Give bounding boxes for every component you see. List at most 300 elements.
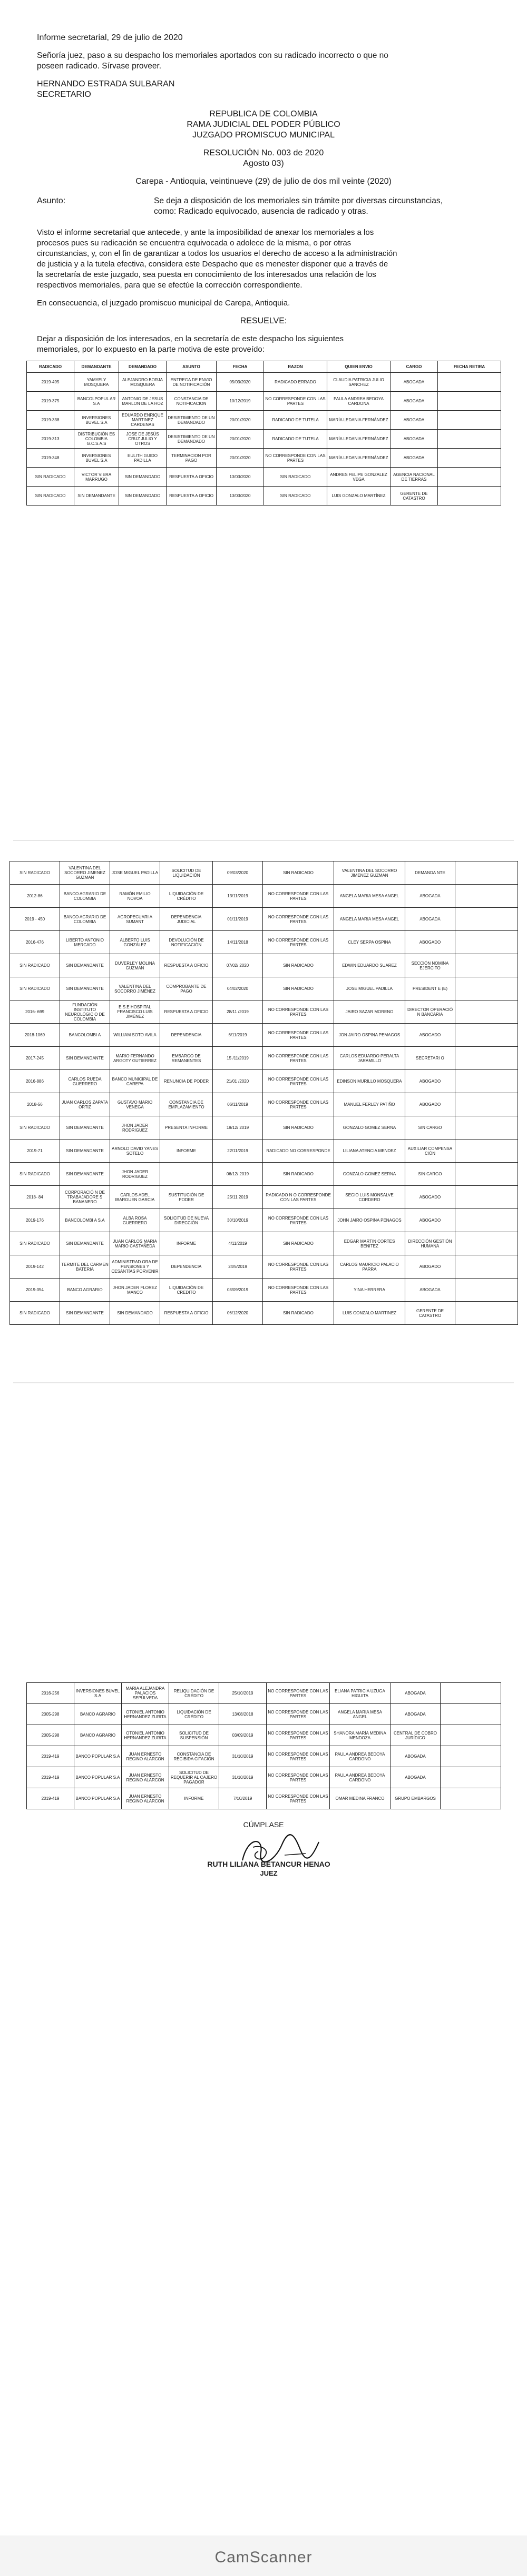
table-cell: CARLOS ADEL IBARGUEN GARCIA <box>110 1186 160 1209</box>
table-cell: ABOGADO <box>405 1024 455 1047</box>
table-cell: MARÍA LEDANIA FERNÁNDEZ <box>327 449 391 468</box>
table-cell: CARLOS MAURICIO PALACIO PARRA <box>334 1255 405 1279</box>
table-cell: ABOGADO <box>405 1209 455 1232</box>
table-cell: PAULA ANDREA BEDOYA CARDONO <box>330 1746 391 1767</box>
table-cell: SIN RADICADO <box>10 954 60 977</box>
table-cell <box>441 1704 501 1725</box>
table-cell: ABOGADO <box>405 1093 455 1116</box>
table-cell: NO CORRESPONDE CON LAS PARTES <box>267 1725 330 1746</box>
table-cell: 2019-495 <box>27 373 74 392</box>
table-cell: DUVERLEY MOLINA GUZMAN <box>110 954 160 977</box>
subject-line-2: como: Radicado equivocado, ausencia de radicado y otras. <box>154 207 368 216</box>
table-cell: ABOGADA <box>391 1704 441 1725</box>
table-cell: 30/10/2019 <box>213 1209 263 1232</box>
table-cell: 06/11/2019 <box>213 1093 263 1116</box>
table-cell: 2019-419 <box>27 1788 74 1809</box>
table-cell: SUSTITUCIÓN DE PODER <box>160 1186 213 1209</box>
table-cell: INVERSIONES BUVEL S.A <box>74 449 119 468</box>
table-cell: SIN DEMANDANTE <box>60 1116 110 1140</box>
table-cell: 2016-256 <box>27 1683 74 1704</box>
table-row <box>10 1000 518 1024</box>
resuelve-heading: RESUELVE: <box>240 316 287 325</box>
table-cell: BANCO AGRARIO <box>60 1279 110 1302</box>
secretarial-report-date: Informe secretarial, 29 de julio de 2020 <box>37 33 183 42</box>
table-cell: ELIANA PATRICIA UZUGA HIGUITA <box>330 1683 391 1704</box>
table-row <box>27 1725 501 1746</box>
table-cell: SIN RADICADO <box>263 1163 334 1186</box>
table-cell <box>455 861 518 885</box>
table-cell: 25/11 2019 <box>213 1186 263 1209</box>
table-cell: NO CORRESPONDE CON LAS PARTES <box>264 392 327 411</box>
table-cell: SIN DEMANDANTE <box>60 1232 110 1255</box>
table-cell: SIN DEMANDADO <box>110 1302 160 1325</box>
header-cargo: CARGO <box>391 361 438 373</box>
table-cell: CONSTANCIA DE EMPLAZAMIENTO <box>160 1093 213 1116</box>
table-cell <box>438 449 501 468</box>
table-cell: 20/01/2020 <box>217 430 264 449</box>
report-text-line-2: poseen radicado. Sírvase proveer. <box>37 62 162 71</box>
table-cell: DEPENDENCIA <box>160 1255 213 1279</box>
table-row <box>27 1746 501 1767</box>
table-cell: AGROPECUARI A SUMANT <box>110 908 160 931</box>
table-cell: LIQUIDACIÓN DE CREDITO <box>160 1279 213 1302</box>
table-row <box>10 1186 518 1209</box>
table-cell: WILLIAM SOTO AVILA <box>110 1024 160 1047</box>
table-cell: 2017-245 <box>10 1047 60 1070</box>
table-cell <box>455 977 518 1000</box>
table-cell: 05/03/2020 <box>217 373 264 392</box>
table-cell: BANCO AGRARIO DE COLOMBIA <box>60 885 110 908</box>
table-cell: 2016-886 <box>10 1070 60 1093</box>
table-cell <box>441 1746 501 1767</box>
table-cell: SIN RADICADO <box>263 1302 334 1325</box>
table-cell: GERENTE DE CATASTRO <box>391 487 438 506</box>
table-cell: RENUNCIA DE PODER <box>160 1070 213 1093</box>
table-cell: SOLICITUD DE LIQUIDACIÓN <box>160 861 213 885</box>
camscanner-brand: CamScanner <box>214 2549 313 2566</box>
table-cell: RAMÓN EMILIO NOVOA <box>110 885 160 908</box>
table-cell: GONZALO GOMEZ SERNA <box>334 1163 405 1186</box>
table-cell: DESISTIMIENTO DE UN DEMANDADO <box>167 430 217 449</box>
table-cell: 2005-298 <box>27 1725 74 1746</box>
table-row <box>10 908 518 931</box>
table-cell: RESPUESTA A OFICIO <box>160 1000 213 1024</box>
header-fecha: FECHA <box>217 361 264 373</box>
table-cell: RADICADO DE TUTELA <box>264 430 327 449</box>
table-cell <box>160 1163 213 1186</box>
table-cell: 2019-419 <box>27 1767 74 1788</box>
table-cell: LIQUIDACIÓN DE CRÉDITO <box>160 885 213 908</box>
table-cell: SIN RADICADO <box>263 1232 334 1255</box>
table-cell: 15 /11/2019 <box>213 1047 263 1070</box>
table-cell: 2012-86 <box>10 885 60 908</box>
table-cell: 2016-476 <box>10 931 60 954</box>
table-cell: SOLICITUD DE NUEVA DIRECCIÓN <box>160 1209 213 1232</box>
table-cell: 13/03/2020 <box>217 468 264 487</box>
table-cell: INFORME <box>169 1788 219 1809</box>
memorials-table-3 <box>26 1682 501 1809</box>
table-cell: OMAR MEDINA FRANCO <box>330 1788 391 1809</box>
table-cell: ABOGADA <box>391 411 438 430</box>
table-row <box>27 1788 501 1809</box>
table-cell: OTONIEL ANTONIO HERNANDEZ ZURITA <box>122 1704 169 1725</box>
table-cell: SECCIÓN NOMINA EJERCITO <box>405 954 455 977</box>
secretary-role: SECRETARIO <box>37 90 91 99</box>
table-cell: ABOGADA <box>391 392 438 411</box>
table-cell: RADICADO ERRADO <box>264 373 327 392</box>
table-cell <box>438 373 501 392</box>
table-cell: 31/10/2019 <box>219 1767 267 1788</box>
table-cell <box>438 430 501 449</box>
table-cell <box>441 1788 501 1809</box>
table-cell: JON JAIRO OSPINA PEMAGOS <box>334 1024 405 1047</box>
table-cell: 13/11/2019 <box>213 885 263 908</box>
table-cell: BANCOLOMBI A S.A <box>60 1209 110 1232</box>
table-cell <box>455 1209 518 1232</box>
table-cell: SIN DEMANDANTE <box>60 1163 110 1186</box>
table-cell: MARIO FERNANDO ARGOTY GUTIERREZ <box>110 1047 160 1070</box>
page-divider <box>13 1382 514 1383</box>
table-cell <box>441 1767 501 1788</box>
table-cell: 03/09/2019 <box>213 1279 263 1302</box>
table-row <box>10 1140 518 1163</box>
table-cell: 06/12/ 2019 <box>213 1163 263 1186</box>
table-cell: 10/12/2019 <box>217 392 264 411</box>
table-cell: 01/11/2019 <box>213 908 263 931</box>
table-cell: 21/01 /2020 <box>213 1070 263 1093</box>
table-cell: 2005-298 <box>27 1704 74 1725</box>
table-cell: BANCO POPULAR S.A <box>74 1767 122 1788</box>
body-paragraph-line: Visto el informe secretarial que antecede, y ante la imposibilidad de anexar los memoriales a los <box>37 228 374 237</box>
place-and-date: Carepa - Antioquia, veintinueve (29) de julio de dos mil veinte (2020) <box>135 177 392 186</box>
table-cell: ABOGADA <box>391 373 438 392</box>
table-cell: DIRECTOR OPERACIÓ N BANCARIA <box>405 1000 455 1024</box>
table-cell: RADICADO N O CORRESPONDE CON LAS PARTES <box>263 1186 334 1209</box>
table-cell: NO CORRESPONDE CON LAS PARTES <box>263 1000 334 1024</box>
table-cell: CLEY SERPA OSPINA <box>334 931 405 954</box>
table-cell: JHON JADER FLOREZ MANCO <box>110 1279 160 1302</box>
table-cell: BANCO POPULAR S.A <box>74 1746 122 1767</box>
table-cell: VALENTINA DEL SOCORRO JIMÉNEZ <box>110 977 160 1000</box>
table-cell: 2019-375 <box>27 392 74 411</box>
table-cell: TERMITE DEL CARMEN BATERIA <box>60 1255 110 1279</box>
table-cell: 13/08/2018 <box>219 1704 267 1725</box>
table-cell: OTONIEL ANTONIO HERNANDEZ ZURITA <box>122 1725 169 1746</box>
table-cell <box>438 392 501 411</box>
table-cell: 4/11/2019 <box>213 1232 263 1255</box>
subject-label: Asunto: <box>37 196 66 205</box>
table-cell <box>438 411 501 430</box>
body-paragraph-line: de justicia y a la tutela efectiva, considera este Despacho que es menester disponer que a través de <box>37 260 388 269</box>
table-cell <box>455 1163 518 1186</box>
table-cell: EDINSON MURILLO MOSQUERA <box>334 1070 405 1093</box>
table-row <box>27 1767 501 1788</box>
table-cell: ALBA ROSA GUERRERO <box>110 1209 160 1232</box>
table-cell: SIN RADICADO <box>10 1302 60 1325</box>
table-cell: SIN RADICADO <box>264 468 327 487</box>
table-cell: VALENTINA DEL SOCORRO JIMENEZ GUZMAN <box>334 861 405 885</box>
table-cell: MARÍA LEDANIA FERNÁNDEZ <box>327 411 391 430</box>
table-cell: INVERSIONES BUVEL S.A <box>74 411 119 430</box>
table-cell: ARNOLD DAVID YANES SOTELO <box>110 1140 160 1163</box>
table-row <box>27 392 501 411</box>
table-cell: ABOGADO <box>405 1186 455 1209</box>
table-cell: FUNDACIÓN INSTITUTO NEUROLÓGIC O DE COLOMBIA <box>60 1000 110 1024</box>
table-row <box>10 1047 518 1070</box>
judge-role: JUEZ <box>260 1869 278 1877</box>
table-row <box>10 1279 518 1302</box>
table-cell: EDWIN EDUARDO SUAREZ <box>334 954 405 977</box>
table-cell: 28/11 /2019 <box>213 1000 263 1024</box>
table-cell: SIN CARGO <box>405 1116 455 1140</box>
table-cell: 2019-338 <box>27 411 74 430</box>
table-cell: GRUPO EMBARGOS <box>391 1788 441 1809</box>
table-cell: 2019-142 <box>10 1255 60 1279</box>
table-cell: 07/02/ 2020 <box>213 954 263 977</box>
table-cell: DESISTIMIENTO DE UN DEMANDADO <box>167 411 217 430</box>
table-cell: SIN RADICADO <box>27 468 74 487</box>
table-cell <box>455 908 518 931</box>
table-cell <box>455 1255 518 1279</box>
table-cell: 2019-354 <box>10 1279 60 1302</box>
table-cell: NO CORRESPONDE CON LAS PARTES <box>263 1093 334 1116</box>
table-cell: SIN DEMANDANTE <box>60 1047 110 1070</box>
table-cell: E.S.E HOSPITAL FRANCISCO LUIS JIMÉNEZ <box>110 1000 160 1024</box>
table-cell: ABOGADA <box>405 908 455 931</box>
table-cell: JUAN ERNESTO REGINO ALARCON <box>122 1746 169 1767</box>
table-cell: DEPENDENCIA JUDICIAL <box>160 908 213 931</box>
subject-line-1: Se deja a disposición de los memoriales sin trámite por diversas circunstancias, <box>154 196 443 205</box>
table-cell: SIN DEMANDADO <box>119 487 167 506</box>
table-row <box>10 1209 518 1232</box>
table-cell: SIN RADICADO <box>10 1116 60 1140</box>
table-cell: ABOGADO <box>405 1255 455 1279</box>
table-cell: JAIRO SAZAR MORENO <box>334 1000 405 1024</box>
table-row <box>10 1163 518 1186</box>
table-cell: RESPUESTA A OFICIO <box>160 1302 213 1325</box>
table-cell: ABOGADA <box>405 1279 455 1302</box>
body-paragraph-line: procesos pues su radicación se encuentra equivocada o adolece de la misma, o por otras <box>37 239 352 247</box>
table-cell: INFORME <box>160 1140 213 1163</box>
table-cell: CLAUDIA PATRICIA JULIO SANCHEZ <box>327 373 391 392</box>
table-row <box>27 411 501 430</box>
table-cell: JHON JADER RODRIGUEZ <box>110 1163 160 1186</box>
table-cell: CONSTANCIA DE RECIBIDA CITACIÓN <box>169 1746 219 1767</box>
table-cell: ALEJANDRO BORJA MOSQUERA <box>119 373 167 392</box>
country-heading: REPUBLICA DE COLOMBIA <box>209 110 318 118</box>
table-cell: INVERSIONES BUVEL S.A <box>74 1683 122 1704</box>
table-cell <box>455 1140 518 1163</box>
table-cell: RELIQUIDACIÓN DE CRÉDITO <box>169 1683 219 1704</box>
table-cell: RESPUESTA A OFICIO <box>167 487 217 506</box>
table-cell <box>455 931 518 954</box>
table-cell: NO CORRESPONDE CON LAS PARTES <box>267 1683 330 1704</box>
table-row <box>27 487 501 506</box>
body-paragraph-line: circunstancias, y, con el fin de garantizar a todos los usuarios el derecho de acceso a la administración <box>37 249 397 258</box>
table-cell: SIN DEMANDANTE <box>60 1140 110 1163</box>
table-row <box>27 373 501 392</box>
table-cell: MANUEL FERLEY PATIÑO <box>334 1093 405 1116</box>
report-text-line-1: Señoría juez, paso a su despacho los memoriales aportados con su radicado incorrecto o que no <box>37 51 388 60</box>
judge-name: RUTH LILIANA BETANCUR HENAO <box>207 1860 330 1868</box>
table-row <box>27 449 501 468</box>
table-cell: JUAN CARLOS ZAPATA ORTIZ <box>60 1093 110 1116</box>
table-cell: EDUARDO ENRIQUE MARTINEZ CARDENAS <box>119 411 167 430</box>
table-cell: SIN DEMANDADO <box>119 468 167 487</box>
table-cell: NO CORRESPONDE CON LAS PARTES <box>267 1788 330 1809</box>
header-asunto: ASUNTO <box>167 361 217 373</box>
table-cell: MARÍA LEDANIA FERNÁNDEZ <box>327 430 391 449</box>
table-cell: 2018-56 <box>10 1093 60 1116</box>
table-cell: JOSE MIGUEL PADILLA <box>110 861 160 885</box>
table-cell: 6/11/2019 <box>213 1024 263 1047</box>
table-row <box>10 1024 518 1047</box>
table-cell: GUSTAVO MARIO VENEGA <box>110 1093 160 1116</box>
table-cell: 03/09/2019 <box>219 1725 267 1746</box>
table-cell: ABOGADO <box>405 931 455 954</box>
table-cell: EMBARGO DE REMANENTES <box>160 1047 213 1070</box>
table-cell: DEVOLUCIÓN DE NOTIFICACIÓN <box>160 931 213 954</box>
table-cell: 2019 - 450 <box>10 908 60 931</box>
table-cell: 24/5/2019 <box>213 1255 263 1279</box>
header-quien-envio: QUIEN ENVIO <box>327 361 391 373</box>
table-cell <box>455 885 518 908</box>
table-cell <box>455 1279 518 1302</box>
table-row <box>10 861 518 885</box>
table-cell: 2019-176 <box>10 1209 60 1232</box>
resolution-date: Agosto 03) <box>243 159 284 168</box>
table-cell: LIQUIDACIÓN DE CRÉDITO <box>169 1704 219 1725</box>
table-cell: BANCOLPOPUL AR S.A <box>74 392 119 411</box>
table-cell: EULITH GUIDO PADILLA <box>119 449 167 468</box>
table-cell <box>455 1047 518 1070</box>
header-demandante: DEMANDANTE <box>74 361 119 373</box>
table-cell: LUIS GONZALO MARTINEZ <box>334 1302 405 1325</box>
table-cell: 13/03/2020 <box>217 487 264 506</box>
table-cell: SIN RADICADO <box>263 1116 334 1140</box>
table-cell: SIN RADICADO <box>10 977 60 1000</box>
table-cell: NO CORRESPONDE CON LAS PARTES <box>267 1704 330 1725</box>
table-cell: RESPUESTA A OFICIO <box>160 954 213 977</box>
table-cell: 22/11/2019 <box>213 1140 263 1163</box>
table-cell: BANCO AGRARIO DE COLOMBIA <box>60 908 110 931</box>
table-cell <box>455 1024 518 1047</box>
table-cell: SIN DEMANDANTE <box>60 1302 110 1325</box>
table-cell: NO CORRESPONDE CON LAS PARTES <box>263 908 334 931</box>
consequence-paragraph: En consecuencia, el juzgado promiscuo municipal de Carepa, Antioquia. <box>37 299 290 308</box>
table-cell: ABOGADA <box>391 1767 441 1788</box>
table-cell: SHANORA MARÍA MEDINA MENDOZA <box>330 1725 391 1746</box>
table-row <box>10 977 518 1000</box>
table-row <box>10 1093 518 1116</box>
table-cell: YINA HERRERA <box>334 1279 405 1302</box>
table-cell: YAMYELY MOSQUERA <box>74 373 119 392</box>
table-cell: JUAN ERNESTO REGINO ALARCON <box>122 1767 169 1788</box>
table-cell: LILIANA ATENCIA MENDEZ <box>334 1140 405 1163</box>
table-cell: 2018-1069 <box>10 1024 60 1047</box>
table-row <box>10 1232 518 1255</box>
table-cell: SIN RADICADO <box>263 954 334 977</box>
table-cell: JOSE DE JESÚS CRUZ JULIO Y OTROS <box>119 430 167 449</box>
table-cell: GERENTE DE CATASTRO <box>405 1302 455 1325</box>
table-cell: ANTONIO DE JESUS MARLON DE LA HOZ <box>119 392 167 411</box>
table-cell: JOHN JAIRO OSPINA PENAGOS <box>334 1209 405 1232</box>
memorials-table-1 <box>26 361 501 506</box>
table-cell <box>455 1000 518 1024</box>
resolution-text-line-1: Dejar a disposición de los interesados, en la secretaría de este despacho los siguientes <box>37 334 344 343</box>
table-cell <box>455 1070 518 1093</box>
table-cell: 2016- 699 <box>10 1000 60 1024</box>
table-cell: ANGELA MARIA MESA ANGEL <box>334 908 405 931</box>
table-cell: SIN DEMANDANTE <box>60 977 110 1000</box>
table-cell <box>455 1116 518 1140</box>
memorials-table-2 <box>9 861 518 1325</box>
table-row <box>10 1302 518 1325</box>
table-cell: 31/10/2019 <box>219 1746 267 1767</box>
table-cell: SIN DEMANDANTE <box>74 487 119 506</box>
resolution-text-line-2: memoriales, por lo expuesto en la parte motiva de este proveído: <box>37 345 265 354</box>
table-cell: EDGAR MARTIN CORTES BENITEZ <box>334 1232 405 1255</box>
table-cell: COMPROBANTE DE PAGO <box>160 977 213 1000</box>
table-cell: ANDRES FELIPE GONZALEZ VEGA <box>327 468 391 487</box>
table-cell: 2019-71 <box>10 1140 60 1163</box>
table-cell: SIN RADICADO <box>10 1163 60 1186</box>
table-cell: JHON JADER RODRIGUEZ <box>110 1116 160 1140</box>
table-cell: BANCO AGRARIO <box>74 1725 122 1746</box>
table-cell: 19/12/ 2019 <box>213 1116 263 1140</box>
table-cell: NO CORRESPONDE CON LAS PARTES <box>263 885 334 908</box>
table-cell: MARIA ALEJANDRA PALACIOS SEPÚLVEDA <box>122 1683 169 1704</box>
table-cell: LUIS GONZALO MARTÍNEZ <box>327 487 391 506</box>
table-cell: BANCO MUNICIPAL DE CAREPA <box>110 1070 160 1093</box>
judicial-branch-heading: RAMA JUDICIAL DEL PODER PÚBLICO <box>187 120 340 129</box>
table-cell: BANCO POPULAR S.A <box>74 1788 122 1809</box>
table-cell: ABOGADO <box>405 1070 455 1093</box>
table-cell: SIN DEMANDANTE <box>60 954 110 977</box>
table-cell: ABOGADA <box>391 1746 441 1767</box>
table-cell: SOLICITUD DE REQUERIR AL CAJERO PAGADOR <box>169 1767 219 1788</box>
table-row <box>27 468 501 487</box>
table-cell: PAULA ANDREA BEDOYA CARDONO <box>330 1767 391 1788</box>
table-cell: 14/11/2018 <box>213 931 263 954</box>
table-cell: ENTREGA DE ENVIO DE NOTIFICACIÓN <box>167 373 217 392</box>
table-cell: AGENCIA NACIONAL DE TIERRAS <box>391 468 438 487</box>
table-cell: 09/03/2020 <box>213 861 263 885</box>
table-row <box>10 1116 518 1140</box>
table-cell: 2019-313 <box>27 430 74 449</box>
table-row <box>10 1070 518 1093</box>
table-cell: ADMINISTRAD ORA DE PENSIONES Y CESANTÍAS PORVENIR <box>110 1255 160 1279</box>
table-cell: ALBERTO LUIS GONZÁLEZ <box>110 931 160 954</box>
table-cell: SOLICITUD DE SUSPENSIÓN <box>169 1725 219 1746</box>
table-cell: SIN RADICADO <box>263 861 334 885</box>
table-cell: RESPUESTA A OFICIO <box>167 468 217 487</box>
header-radicado: RADICADO <box>27 361 74 373</box>
table-cell: INFORME <box>160 1232 213 1255</box>
table-cell: NO CORRESPONDE CON LAS PARTES <box>267 1746 330 1767</box>
table-cell <box>438 468 501 487</box>
table-cell: 06/12/2020 <box>213 1302 263 1325</box>
table-cell <box>455 1302 518 1325</box>
table-cell: 7/10/2019 <box>219 1788 267 1809</box>
table-cell: NO CORRESPONDE CON LAS PARTES <box>263 1047 334 1070</box>
table-row <box>27 1683 501 1704</box>
table-cell: 25/10/2019 <box>219 1683 267 1704</box>
table-cell: PAULA ANDREA BEDOYA CARDONA <box>327 392 391 411</box>
body-paragraph-line: la secretaría de este juzgado, sea puesta en conocimiento de los interesados una relación de los <box>37 270 376 279</box>
table-cell: BANCO AGRARIO <box>74 1704 122 1725</box>
table-cell: 20/01/2020 <box>217 411 264 430</box>
